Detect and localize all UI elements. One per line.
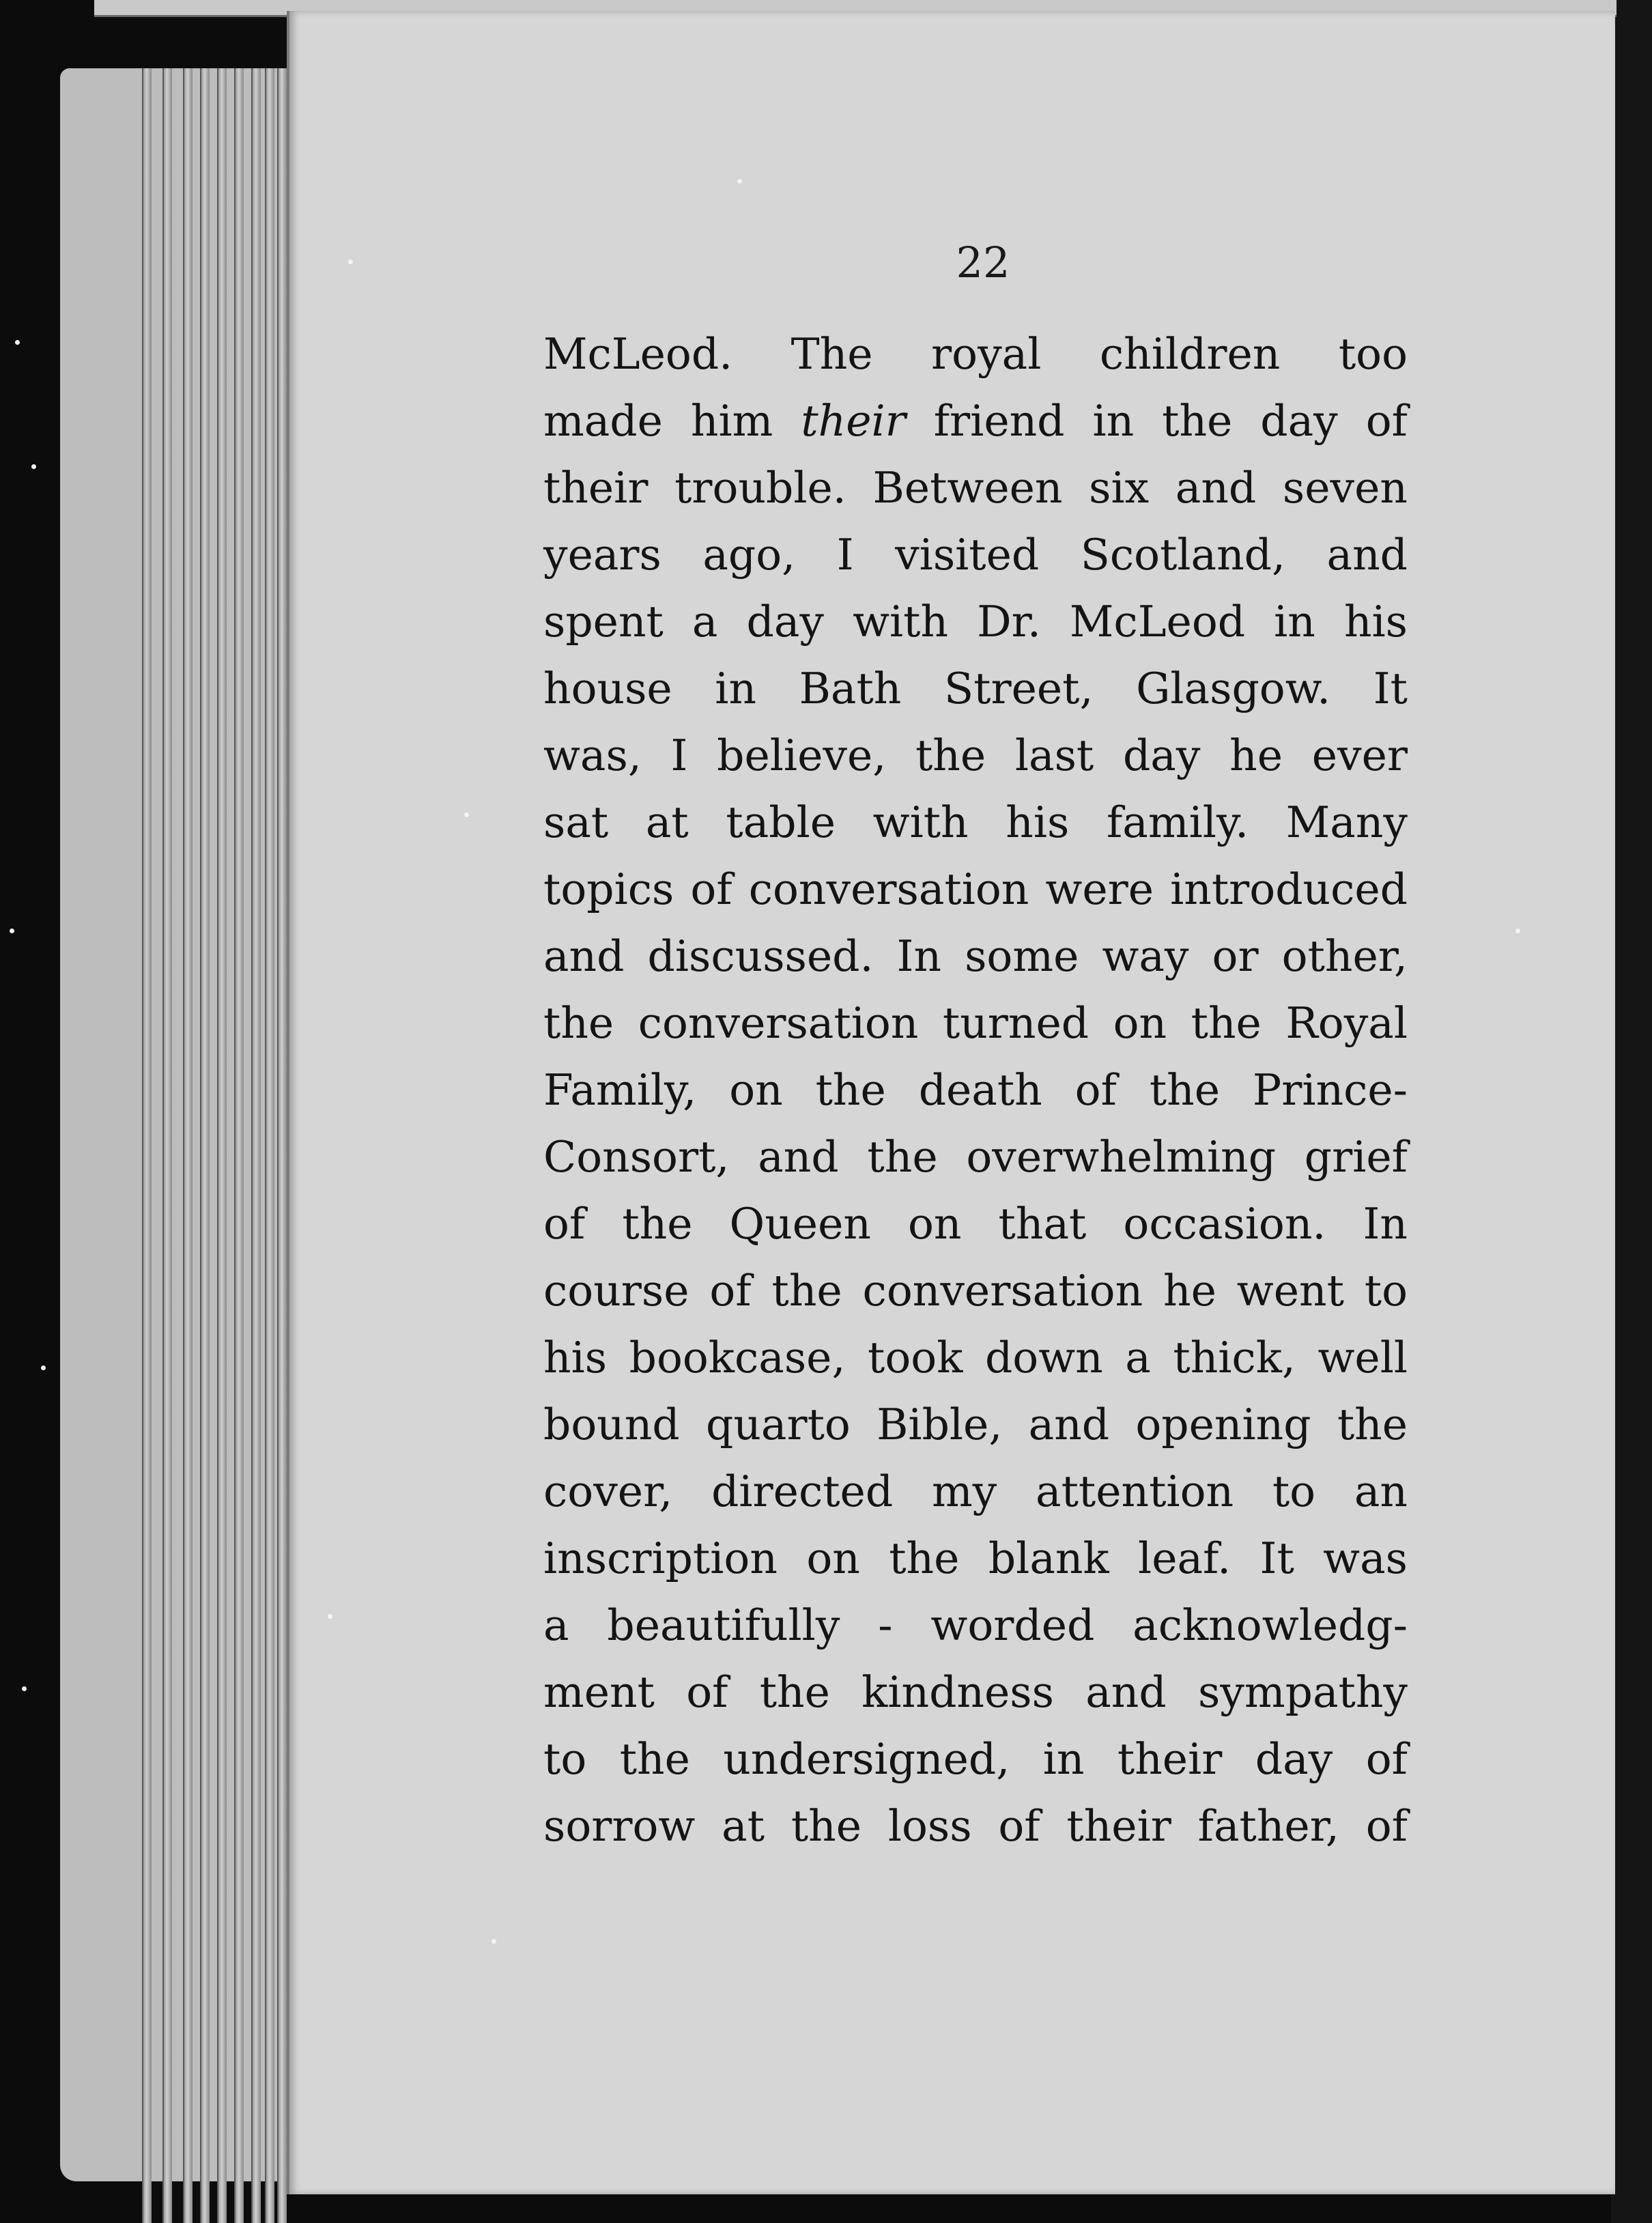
page-edge — [217, 68, 227, 2223]
text-line: McLeod. The royal children too — [543, 329, 1408, 379]
dust-speck — [10, 929, 14, 933]
text-line: Family, on the death of the Prince- — [543, 1065, 1408, 1115]
scan-border-right — [1611, 0, 1652, 2223]
dust-speck — [328, 1614, 332, 1619]
text-line: his bookcase, took down a thick, well — [543, 1333, 1408, 1383]
dust-speck — [464, 812, 469, 817]
text-line: topics of conversation were introduced — [543, 864, 1408, 914]
page-edge — [183, 68, 193, 2223]
text-line: their trouble. Between six and seven — [543, 463, 1408, 513]
text-line: sorrow at the loss of their father, of — [543, 1801, 1408, 1851]
dust-speck — [31, 464, 36, 469]
text-line: house in Bath Street, Glasgow. It — [543, 664, 1408, 713]
page-edge — [162, 68, 172, 2223]
page-edge — [277, 68, 287, 2223]
text-line: cover, directed my attention to an — [543, 1467, 1408, 1516]
text-line: course of the conversation he went to — [543, 1266, 1408, 1316]
text-line: ment of the kindness and sympathy — [543, 1667, 1408, 1717]
text-line: a beautifully - worded acknowledg- — [543, 1600, 1408, 1650]
dust-speck — [22, 1686, 27, 1691]
dust-speck — [41, 1365, 46, 1370]
text-line: the conversation turned on the Royal — [543, 998, 1408, 1048]
text-segment: made him — [543, 396, 801, 446]
text-line: inscription on the blank leaf. It was — [543, 1533, 1408, 1583]
text-line: sat at table with his family. Many — [543, 797, 1408, 847]
text-line: bound quarto Bible, and opening the — [543, 1400, 1408, 1449]
dust-speck — [1515, 929, 1520, 933]
dust-speck — [492, 1939, 496, 1944]
text-line: Consort, and the overwhelming grief — [543, 1132, 1408, 1182]
page-edge — [251, 68, 261, 2223]
page-edge — [142, 68, 152, 2223]
text-line: years ago, I visited Scotland, and — [543, 530, 1408, 580]
text-line: of the Queen on that occasion. In — [543, 1199, 1408, 1249]
dust-speck — [348, 259, 353, 264]
text-segment: friend in the day of — [905, 396, 1408, 446]
body-text — [543, 321, 1408, 1860]
page-edges-stack — [60, 68, 306, 2181]
dust-speck — [737, 179, 742, 184]
text-line: to the undersigned, in their day of — [543, 1734, 1408, 1784]
text-line: was, I believe, the last day he ever — [543, 731, 1408, 780]
page-number: 22 — [956, 238, 1010, 287]
page-edge — [200, 68, 210, 2223]
italic-word: their — [801, 396, 906, 446]
text-line: and discussed. In some way or other, — [543, 931, 1408, 981]
page-edge — [265, 68, 274, 2223]
dust-speck — [15, 340, 20, 345]
text-line: spent a day with Dr. McLeod in his — [543, 597, 1408, 647]
page-edge — [234, 68, 244, 2223]
text-line-with-italic — [543, 388, 1408, 455]
